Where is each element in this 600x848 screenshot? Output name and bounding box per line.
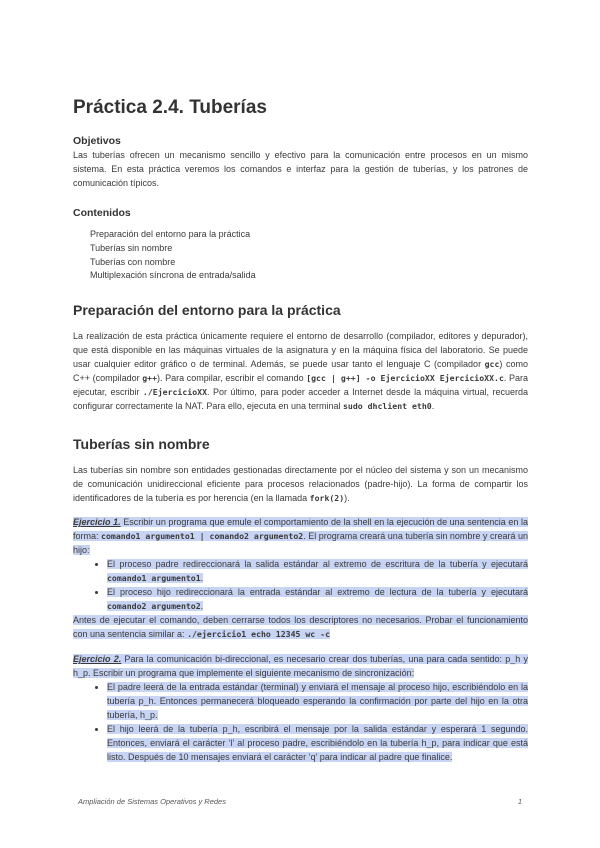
ejercicio-2: Ejercicio 2. Para la comunicación bi-direccional, es necesario crear dos tuberías, una para cada sentido: p_h y h_p. Escribir un programa que implemente el siguiente mecanismo de sincronización: • El padre leerá de la entrada estándar (terminal) y enviará el mensaje al proceso hijo, escribiéndolo en la tubería p_h. Entonces permanecerá bloqueado esperando la confirmación por parte del hijo en la otra tubería, h_p. • El hijo leerá de la tubería p_h, escribirá el mensaje por la salida estándar y esperará 1 segundo. Entonces, enviará el carácter ‘l’ al proceso padre, escribiéndolo en la tubería h_p, para indicar que está listo. Después de 10 mensajes enviará el carácter ‘q’ para indicar al padre que finalice.: [73, 652, 528, 764]
contents-item: Multiplexación síncrona de entrada/salida: [90, 270, 256, 281]
contents-item: Tuberías sin nombre: [90, 242, 173, 253]
contenidos-heading: Contenidos: [73, 207, 131, 219]
objetivos-text: Las tuberías ofrecen un mecanismo sencillo y efectivo para la comunicación entre procesos en un mismo sistema. En esta práctica veremos los comandos e interfaz para la gestión de tuberías, y los patrones de comunicación típicos.: [73, 150, 528, 188]
ejercicio-1: Ejercicio 1. Escribir un programa que emule el comportamiento de la shell en la ejecución de una sentencia en la forma: comando1 argumento1 | comando2 argumento2. El programa creará una tubería sin nombre y creará un hijo: • El proceso padre redireccionará la salida estándar al extremo de escritura de la tubería y ejecutará comando1 argumento1. • El proceso hijo redireccionará la entrada estándar al extremo de lectura de la tubería y ejecutará comando2 argumento2. Antes de ejecutar el comando, deben cerrarse todos los descriptores no necesarios. Probar el funcionamiento con una sentencia similar a: ./ejercicio1 echo 12345 wc -c: [73, 515, 528, 641]
contents-item: Preparación del entorno para la práctica: [90, 229, 251, 239]
objetivos-heading: Objetivos: [73, 135, 121, 147]
contents-list: [90, 228, 528, 283]
list-item: • El padre leerá de la entrada estándar (terminal) y enviará el mensaje al proceso hijo, escribiéndolo en la tubería p_h. Entonces permanecerá bloqueado esperando la confirmación por parte del hijo en la otra tubería, h_p.: [107, 680, 528, 722]
ejercicio-1-steps: [73, 557, 528, 613]
sin-nombre-intro: Las tuberías sin nombre son entidades gestionadas directamente por el núcleo del sistema y son un mecanismo de comunicación unidireccional eficiente para procesos relacionados (padre-hijo). La forma de compartir los identificadores de la tubería es por herencia (en la llamada fork(2)).: [73, 465, 528, 504]
section-heading-preparacion: Preparación del entorno para la práctica: [73, 302, 341, 319]
list-item: • El proceso padre redireccionará la salida estándar al extremo de escritura de la tubería y ejecutará comando1 argumento1.: [107, 557, 528, 585]
section-heading-sin-nombre: Tuberías sin nombre: [73, 436, 210, 453]
ejercicio-2-steps: [73, 680, 528, 764]
list-item: • El proceso hijo redireccionará la entrada estándar al extremo de lectura de la tubería y ejecutará comando2 argumento2.: [107, 585, 528, 613]
footer-course-title: Ampliación de Sistemas Operativos y Redes: [78, 797, 226, 806]
ejercicio-1-label: Ejercicio 1.: [73, 517, 121, 528]
page-footer: [78, 797, 522, 806]
page-title: Práctica 2.4. Tuberías: [73, 97, 267, 118]
ejercicio-2-label: Ejercicio 2.: [73, 654, 122, 665]
contents-item: Tuberías con nombre: [90, 256, 176, 267]
document-page: [73, 96, 528, 764]
preparacion-paragraph: La realización de esta práctica únicamente requiere el entorno de desarrollo (compilador, editores y depurador), que está disponible en las máquinas virtuales de la asignatura y en la máquina física del laboratorio. Se puede usar cualquier editor gráfico o de terminal. Además, se puede usar tanto el lenguaje C (compilador gcc) como C++ (compilador g++). Para compilar, escribir el comando [gcc | g++] -o EjercicioXX EjercicioXX.c. Para ejecutar, escribir ./EjercicioXX. Por último, para poder acceder a Internet desde la máquina virtual, recuerda configurar correctamente la NAT. Para ello, ejecuta en una terminal sudo dhclient eth0.: [73, 331, 529, 412]
list-item: • El hijo leerá de la tubería p_h, escribirá el mensaje por la salida estándar y esperará 1 segundo. Entonces, enviará el carácter ‘l’ al proceso padre, escribiéndolo en la tubería h_p, para indicar que está listo. Después de 10 mensajes enviará el carácter ‘q’ para indicar al padre que finalice.: [107, 722, 528, 764]
page-number: 1: [517, 797, 522, 806]
